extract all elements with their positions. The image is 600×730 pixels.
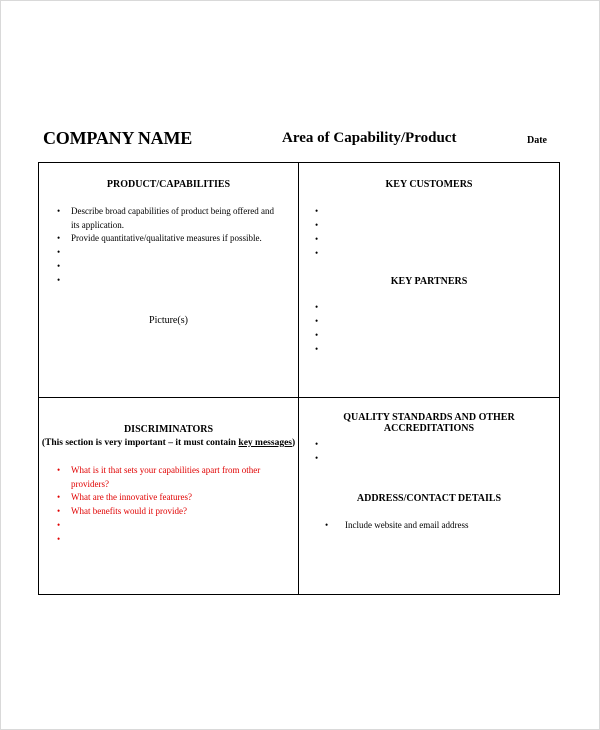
list-item (315, 247, 535, 261)
list-item: • Describe broad capabilities of product being offered and its application. (57, 206, 275, 230)
quality-title: QUALITY STANDARDS AND OTHER ACCREDITATIONS (343, 412, 515, 434)
bullet-icon: • (57, 520, 61, 530)
product-cell (39, 163, 298, 397)
list-item (315, 233, 535, 247)
bullet-icon: • (315, 316, 319, 326)
bullet-icon: • (315, 302, 319, 312)
list-item (57, 246, 277, 260)
list-item (315, 219, 535, 233)
discriminators-list (57, 464, 293, 547)
list-item (57, 533, 293, 547)
date-label: Date (527, 135, 547, 146)
partners-title: KEY PARTNERS (390, 276, 468, 287)
bullet-icon: • (315, 220, 319, 230)
customers-partners-cell (299, 163, 559, 397)
bullet-icon: • (315, 439, 319, 449)
bullet-icon: • (315, 344, 319, 354)
bullet-icon: • (57, 233, 61, 243)
list-item (315, 343, 535, 357)
company-name: COMPANY NAME (43, 128, 193, 148)
quality-list (315, 438, 535, 466)
bullet-icon: • (57, 534, 61, 544)
list-item: • What benefits would it provide? (57, 505, 293, 519)
product-title: PRODUCT/CAPABILITIES (106, 179, 231, 190)
discriminators-cell (39, 398, 298, 594)
bullet-icon: • (57, 275, 61, 285)
address-list (325, 519, 545, 533)
bullet-icon: • (315, 330, 319, 340)
quality-address-cell (299, 398, 559, 594)
capability-grid (38, 162, 560, 595)
bullet-icon: • (57, 506, 61, 516)
bullet-icon: • (57, 247, 61, 257)
bullet-icon: • (315, 234, 319, 244)
address-title: ADDRESS/CONTACT DETAILS (356, 493, 502, 504)
bullet-icon: • (325, 520, 329, 530)
list-item (57, 274, 277, 288)
partners-list (315, 301, 535, 357)
list-item (57, 260, 277, 274)
list-item: • What are the innovative features? (57, 491, 293, 505)
list-item: • Include website and email address (325, 519, 545, 533)
list-item (315, 315, 535, 329)
list-item (315, 205, 535, 219)
customers-list (315, 205, 535, 261)
key-messages-text: key messages (238, 438, 292, 448)
customers-title: KEY CUSTOMERS (385, 179, 473, 190)
bullet-icon: • (315, 206, 319, 216)
bullet-icon: • (315, 453, 319, 463)
list-item (315, 438, 535, 452)
list-item: • What is it that sets your capabilities apart from other providers? (57, 465, 261, 489)
bullet-icon: • (57, 261, 61, 271)
list-item (315, 301, 535, 315)
list-item (315, 452, 535, 466)
discriminators-title: DISCRIMINATORS (123, 424, 214, 435)
list-item: • Provide quantitative/qualitative measures if possible. (57, 232, 277, 246)
list-item (57, 519, 293, 533)
discriminators-note: (This section is very important – it must contain key messages) (41, 438, 296, 448)
product-list (57, 205, 277, 288)
area-title: Area of Capability/Product (282, 130, 457, 146)
list-item (315, 329, 535, 343)
bullet-icon: • (57, 465, 61, 475)
bullet-icon: • (57, 206, 61, 216)
bullet-icon: • (57, 492, 61, 502)
picture-placeholder: Picture(s) (149, 315, 188, 326)
bullet-icon: • (315, 248, 319, 258)
